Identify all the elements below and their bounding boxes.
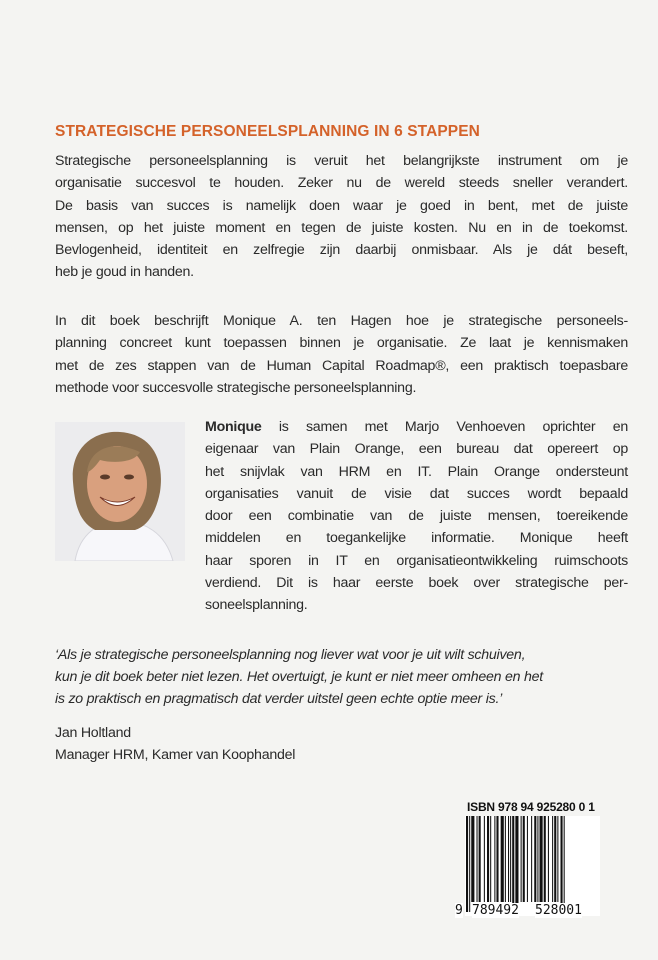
barcode-bar (508, 816, 509, 902)
text-line: organisatie succesvol te houden. Zeker nu de wereld steeds sneller verandert. (55, 175, 628, 192)
text-line: mensen, op het juiste moment en tegen de juiste kosten. Nu en in de toekomst. (55, 219, 628, 236)
text-line: door een combinatie van de juiste mensen, toereikende (205, 508, 628, 525)
text-line: heb je goud in handen. (55, 264, 194, 281)
text-line: De basis van succes is namelijk doen waar je goed in bent, met de juiste (55, 197, 628, 214)
barcode-bar (496, 816, 498, 902)
barcode-bar (484, 816, 485, 902)
barcode-bar (512, 816, 514, 912)
barcode-bar (561, 816, 563, 912)
text-line: het snijvlak van HRM en IT. Plain Orange ondersteunt (205, 463, 628, 480)
text-line: eigenaar van Plain Orange, een bureau dat opereert op (205, 441, 628, 458)
barcode-bar (544, 816, 546, 902)
author-bio (205, 416, 628, 617)
barcode-bar (548, 816, 549, 902)
barcode-bar (554, 816, 556, 902)
text-line: middelen en toegankelijke informatie. Monique heeft (205, 530, 628, 547)
text-line: In dit boek beschrijft Monique A. ten Hagen hoe je strategische personeels- (55, 313, 628, 329)
quote-author: Jan Holtland (55, 725, 131, 741)
text-span: is samen met Marjo Venhoeven oprichter en (261, 419, 628, 435)
text-line: ‘Als je strategische personeelsplanning nog liever wat voor je uit wilt schuiven, (55, 647, 526, 663)
barcode-bar (540, 816, 543, 902)
book-description-paragraph (55, 310, 628, 399)
barcode-bar (521, 816, 522, 902)
barcode-bar (510, 816, 511, 902)
barcode-bar (534, 816, 536, 902)
intro-paragraph (55, 150, 628, 284)
barcode-bar (527, 816, 528, 902)
barcode-bar (552, 816, 553, 902)
text-line: is zo praktisch en pragmatisch dat verder uitstel geen echte optie meer is.’ (55, 691, 503, 707)
barcode-bar (505, 816, 506, 902)
barcode-bar (494, 816, 495, 902)
quote-author-title: Manager HRM, Kamer van Koophandel (55, 747, 296, 763)
text-line: kun je dit boek beter niet lezen. Het overtuigt, je kunt er niet meer omheen en het (55, 669, 543, 685)
text-line: soneelsplanning. (205, 597, 308, 614)
barcode-digit-first: 9 (455, 903, 463, 918)
barcode-bar (531, 816, 532, 902)
text-line: haar sporen in IT en organisatieontwikkeling ruimschoots (205, 552, 628, 569)
barcode-bar (501, 816, 504, 902)
text-line: organisaties vanuit de visie dat succes wordt bepaald (205, 485, 628, 502)
barcode-bar (537, 816, 538, 902)
text-line: Strategische personeelsplanning is veruit het belangrijkste instrument om je (55, 153, 628, 169)
barcode (465, 816, 600, 916)
barcode-bar (471, 816, 474, 902)
author-photo (55, 422, 185, 561)
barcode-digits-left: 789492 (472, 903, 519, 918)
cover-heading: STRATEGISCHE PERSONEELSPLANNING IN 6 STAPPEN (55, 123, 480, 140)
barcode-bar (487, 816, 489, 902)
barcode-digits-right: 528001 (535, 903, 582, 918)
barcode-bar (466, 816, 468, 912)
author-name: Monique (205, 419, 262, 435)
endorsement-quote (55, 644, 628, 710)
barcode-bar (479, 816, 481, 902)
barcode-bar (515, 816, 518, 912)
text-line: met de zes stappen van de Human Capital Roadmap®, een praktisch toepasbare (55, 357, 628, 374)
text-line: verdiend. Dit is haar eerste boek over strategische per- (205, 575, 628, 592)
barcode-bar (557, 816, 558, 902)
isbn-label: ISBN 978 94 925280 0 1 (467, 800, 595, 814)
barcode-bar (523, 816, 525, 902)
barcode-bar (477, 816, 478, 902)
barcode-bar (469, 816, 470, 912)
barcode-bar (490, 816, 491, 902)
barcode-bar (564, 816, 565, 912)
text-line: planning concreet kunt toepassen binnen je organisatie. Ze laat je kennismaken (55, 335, 628, 352)
text-line: methode voor succesvolle strategische personeelsplanning. (55, 379, 417, 396)
text-line: Bevlogenheid, identiteit en zelfregie zijn daarbij onmisbaar. Als je dát beseft, (55, 242, 628, 259)
text-line (205, 416, 628, 438)
